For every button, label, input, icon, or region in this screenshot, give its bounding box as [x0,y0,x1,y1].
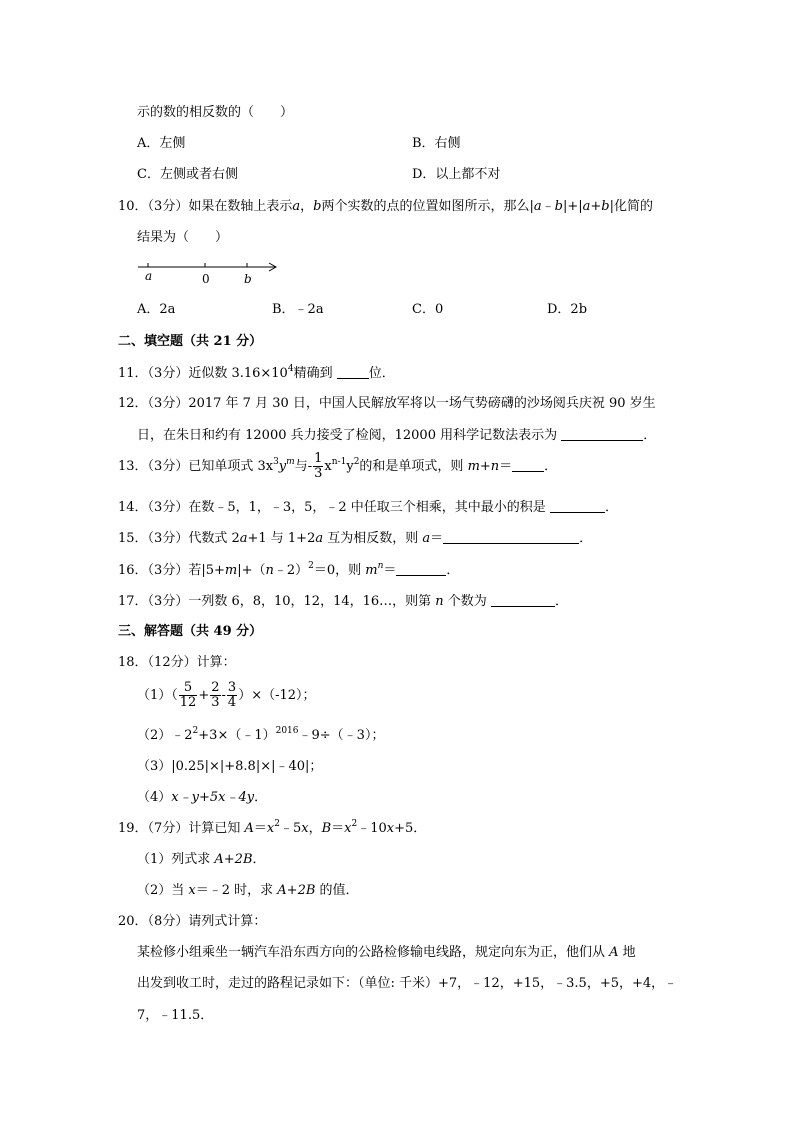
q18-part1: （1）（ $\frac{5}{12}$ + $\frac{2}{3}$ - $\frac{3}{4}$ ）×（-12）； [137,680,316,710]
q12-line2: 日，在朱日和约有 12000 兵力接受了检阅，12000 用科学记数法表示为 ． [137,428,657,443]
q20-line2: 出发到收工时，走过的路程记录如下：（单位: 千米）+7，﹣12，+15，﹣3.5，+5，+4，﹣ [137,976,678,991]
q11: 11．（3分）近似数 $3.16\times 10^4$精确到 位． [118,364,395,381]
q15: 15．（3分）代数式 2a+1 与 1+2a 互为相反数，则 a＝ ． [118,531,593,546]
q19-stem: 19．（7分）计算已知 $A=x^2﹣5x$，$B=x^2﹣10x+5$． [118,819,427,836]
q17: 17．（3分）一列数 6，8，10，12，14，16…，则第 n 个数为 ． [118,594,568,609]
q9-continuation: 示的数的相反数的（ ） [137,105,294,120]
q18-part4: （4）x﹣y+5x﹣4y． [137,790,268,805]
axis-label-b: b [244,272,252,286]
q18-fraction-1: $\frac{5}{12}$ [179,680,197,710]
q14-answer-blank [550,500,605,513]
q14: 14．（3分）在数﹣5，1，﹣3，5，﹣2 中任取三个相乘，其中最小的积是 ． [118,500,618,515]
q9-option-b: B．右侧 [412,136,461,151]
q16: 16．（3分）若|5+m|+（n﹣2）$^2$＝0，则 $m^n=$ ． [118,561,460,578]
q18-part3: （3）|0.25|×|+8.8|×|﹣40|； [137,759,323,774]
q18-heading: 18．（12分）计算： [118,655,236,670]
q12-line1: 12．（3分）2017 年 7 月 30 日，中国人民解放军将以一场气势磅礴的沙场阅兵庆祝 90 岁生 [118,396,656,411]
q19-part1: （1）列式求 A+2B． [137,852,266,867]
q12-answer-blank [561,428,643,441]
q13-answer-blank [512,459,544,472]
q10-option-b: B．﹣2a [272,302,324,317]
q18-fraction-3: $\frac{3}{4}$ [227,680,237,710]
q11-answer-blank [337,366,369,379]
q18-fraction-2: $\frac{2}{3}$ [211,680,220,710]
q20-line3: 7，﹣11.5． [137,1008,214,1023]
q13-fraction: $\frac{1}{3}$ [314,451,323,481]
q10-option-c: C．0 [412,302,444,317]
q9-option-c: C．左侧或者右侧 [137,167,238,182]
q19-part2: （2）当 x＝﹣2 时，求 A+2B 的值． [137,883,359,898]
q10-option-a: A．2a [137,302,176,317]
q18-part2: $(2)﹣2^2+3\times(﹣1)^{2016}﹣9\div(﹣3)$； [137,726,385,743]
q20-heading: 20．（8分）请列式计算： [118,914,267,929]
q20-line1: 某检修小组乘坐一辆汽车沿东西方向的公路检修输电线路，规定向东为正，他们从 A 地 [137,945,636,960]
axis-label-zero: 0 [202,272,210,286]
section-fill-in-heading: 二、填空题（共 21 分） [118,334,263,349]
q10-stem-line2: 结果为（ ） [137,230,229,245]
q16-answer-blank [396,563,446,576]
q17-answer-blank [491,594,555,607]
q9-option-a: A．左侧 [137,136,186,151]
q15-answer-blank [443,531,579,544]
q9-option-d: D．以上都不对 [412,167,501,182]
number-line-figure [135,258,285,288]
q10-option-d: D．2b [547,302,588,317]
q13: 13．（3分）已知单项式 $3x^3y^m$与- $\frac{1}{3}$ $x^{n-1}y^2$的和是单项式，则 m+n＝ ． [118,451,558,481]
q10-stem-line1: 10．（3分）如果在数轴上表示a，b两个实数的点的位置如图所示，那么|a﹣b|+|a+b|化简的 [118,199,653,214]
axis-label-a: a [145,269,153,283]
section-solve-heading: 三、解答题（共 49 分） [118,624,263,639]
